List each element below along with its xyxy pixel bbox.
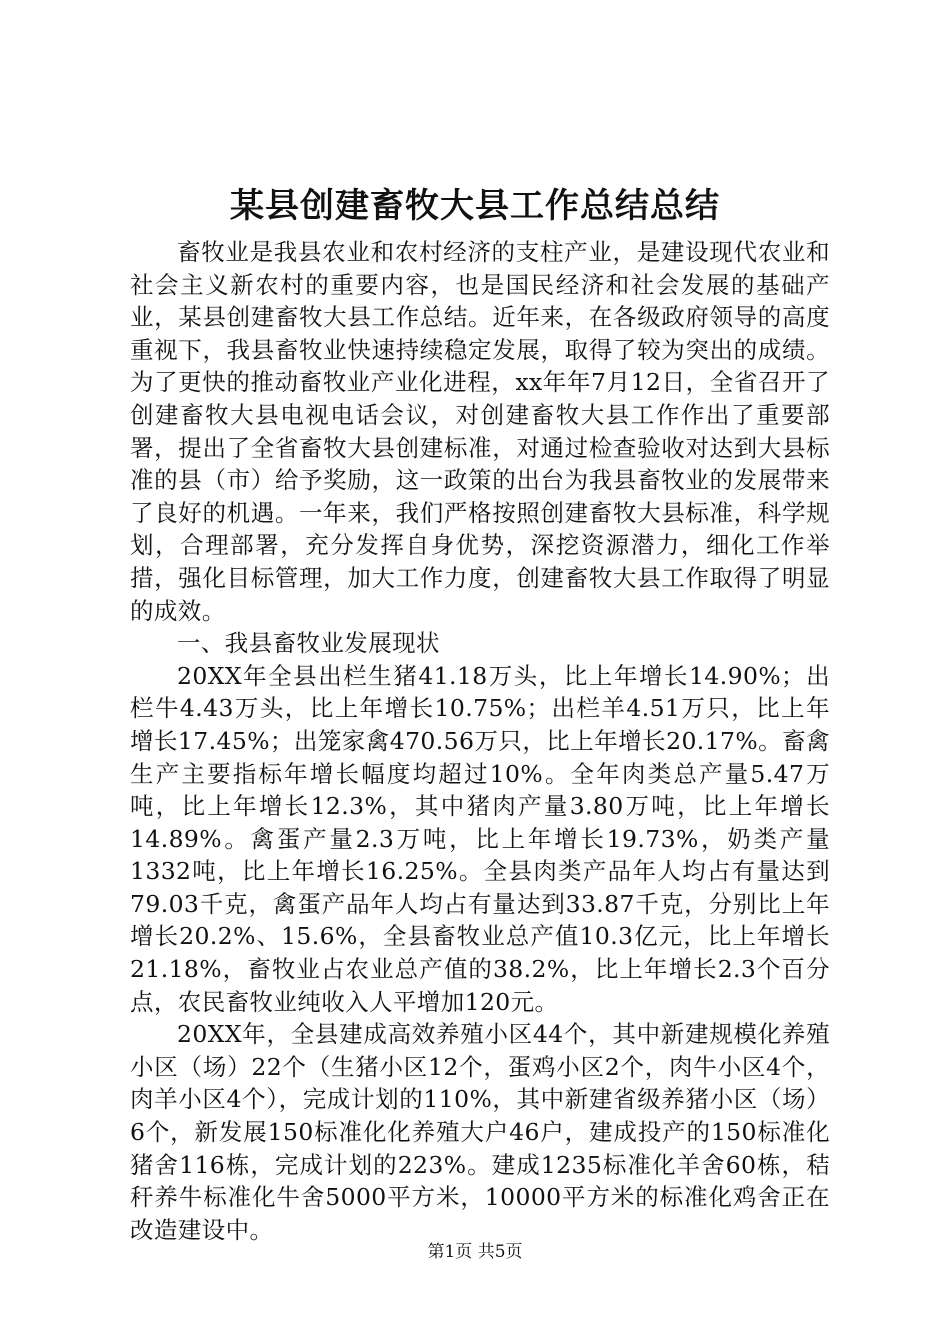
paragraph-facilities: 20XX年，全县建成高效养殖小区44个，其中新建规模化养殖小区（场）22个（生猪小区12个，蛋鸡小区2个，肉牛小区4个，肉羊小区4个），完成计划的110%，其中新建省级养猪小区（场）6个，新发展150标准化化养殖大户46户，建成投产的150标准化猪舍116栋，完成计划的223%。建成1235标准化羊舍60栋，秸秆养牛标准化牛舍5000平方米，10000平方米的标准化鸡舍正在改造建设中。 xyxy=(130,1020,830,1244)
document-title: 某县创建畜牧大县工作总结总结 xyxy=(230,186,720,226)
paragraph-intro: 畜牧业是我县农业和农村经济的支柱产业，是建设现代农业和社会主义新农村的重要内容，也是国民经济和社会发展的基础产业，某县创建畜牧大县工作总结。近年来，在各级政府领导的高度重视下，我县畜牧业快速持续稳定发展，取得了较为突出的成绩。为了更快的推动畜牧业产业化进程，xx年年7月12日，全省召开了创建畜牧大县电视电话会议，对创建畜牧大县工作作出了重要部署，提出了全省畜牧大县创建标准，对通过检查验收对达到大县标准的县（市）给予奖励，这一政策的出台为我县畜牧业的发展带来了良好的机遇。一年来，我们严格按照创建畜牧大县标准，科学规划，合理部署，充分发挥自身优势，深挖资源潜力，细化工作举措，强化目标管理，加大工作力度，创建畜牧大县工作取得了明显的成效。 xyxy=(130,238,830,625)
page-number-footer: 第1页 共5页 xyxy=(427,1242,523,1262)
paragraph-statistics: 20XX年全县出栏生猪41.18万头，比上年增长14.90%；出栏牛4.43万头，比上年增长10.75%；出栏羊4.51万只，比上年增长17.45%；出笼家禽470.56万只，比上年增长20.17%。畜禽生产主要指标年增长幅度均超过10%。全年肉类总产量5.47万吨，比上年增长12.3%，其中猪肉产量3.80万吨，比上年增长14.89%。禽蛋产量2.3万吨，比上年增长19.73%，奶类产量1332吨，比上年增长16.25%。全县肉类产品年人均占有量达到79.03千克，禽蛋产品年人均占有量达到33.87千克，分别比上年增长20.2%、15.6%，全县畜牧业总产值10.3亿元，比上年增长21.18%，畜牧业占农业总产值的38.2%，比上年增长2.3个百分点，农民畜牧业纯收入人平增加120元。 xyxy=(130,661,830,1016)
document-body xyxy=(130,236,830,1246)
section-heading: 一、我县畜牧业发展现状 xyxy=(177,629,440,658)
